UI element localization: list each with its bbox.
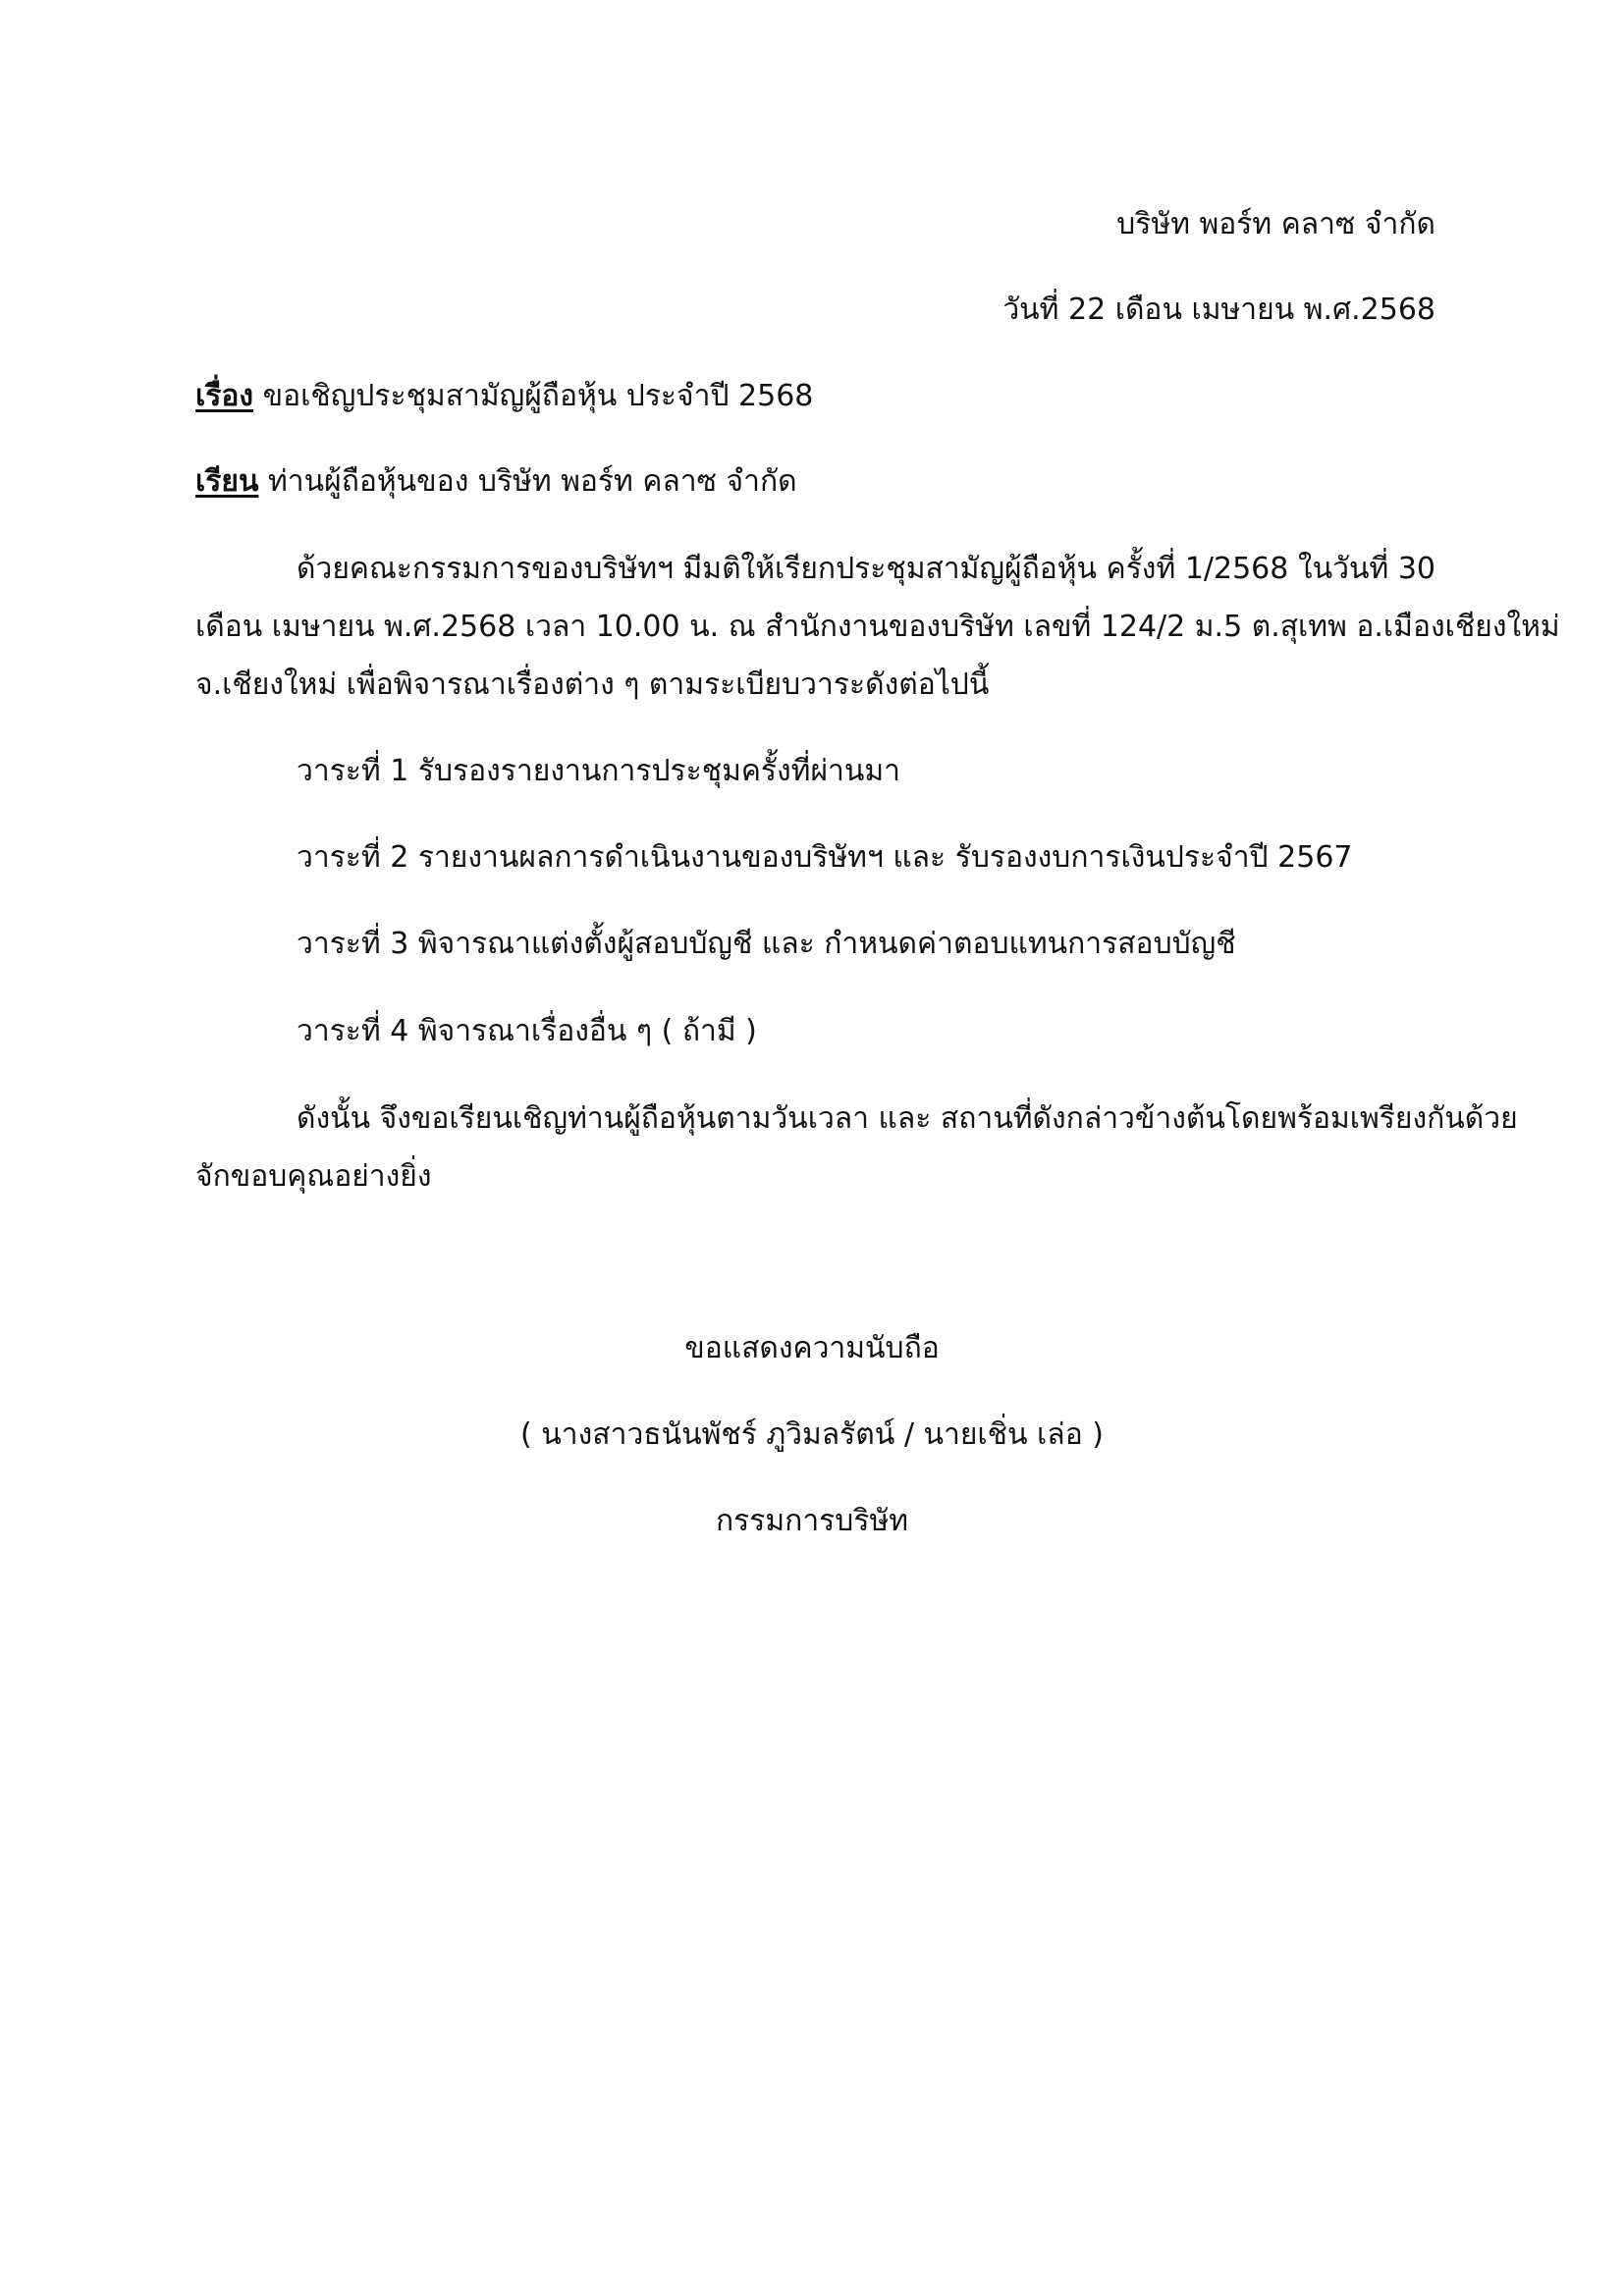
letter-date: วันที่ 22 เดือน เมษายน พ.ศ.2568 [1002,293,1435,327]
paragraph-line: เดือน เมษายน พ.ศ.2568 เวลา 10.00 น. ณ สำนักงานของบริษัท เลขที่ 124/2 ม.5 ต.สุเทพ อ.เมืองเชียงใหม่ [195,610,1560,644]
subject-label: เรื่อง [195,379,254,413]
signatory-names: ( นางสาวธนันพัชร์ ภูวิมลรัตน์ / นายเชิ่น เล่อ ) [520,1417,1104,1452]
paragraph-line: จ.เชียงใหม่ เพื่อพิจารณาเรื่องต่าง ๆ ตามระเบียบวาระดังต่อไปนี้ [195,667,990,702]
agenda-item-4: วาระที่ 4 พิจารณาเรื่องอื่น ๆ ( ถ้ามี ) [297,1014,757,1048]
agenda-item-1: วาระที่ 1 รับรองรายงานการประชุมครั้งที่ผ่านมา [297,754,901,788]
subject-text: ขอเชิญประชุมสามัญผู้ถือหุ้น ประจำปี 2568 [262,379,814,413]
company-name: บริษัท พอร์ท คลาซ จำกัด [1116,207,1435,241]
subject-line [195,376,813,417]
closing-line: ดังนั้น จึงขอเรียนเชิญท่านผู้ถือหุ้นตามวันเวลา และ สถานที่ดังกล่าวข้างต้นโดยพร้อมเพรียงกันด้วย [297,1101,1518,1136]
closing-line: จักขอบคุณอย่างยิ่ง [195,1159,432,1194]
recipient-label: เรียน [195,464,259,499]
recipient-text: ท่านผู้ถือหุ้นของ บริษัท พอร์ท คลาซ จำกัด [268,464,797,499]
agenda-item-3: วาระที่ 3 พิจารณาแต่งตั้งผู้สอบบัญชี และ กำหนดค่าตอบแทนการสอบบัญชี [297,927,1236,961]
salutation: ขอแสดงความนับถือ [684,1331,940,1365]
recipient-line [195,461,797,503]
agenda-item-2: วาระที่ 2 รายงานผลการดำเนินงานของบริษัทฯ และ รับรองงบการเงินประจำปี 2567 [297,840,1353,875]
paragraph-line: ด้วยคณะกรรมการของบริษัทฯ มีมติให้เรียกประชุมสามัญผู้ถือหุ้น ครั้งที่ 1/2568 ในวันที่ 30 [297,552,1435,586]
signatory-position: กรรมการบริษัท [716,1504,908,1538]
